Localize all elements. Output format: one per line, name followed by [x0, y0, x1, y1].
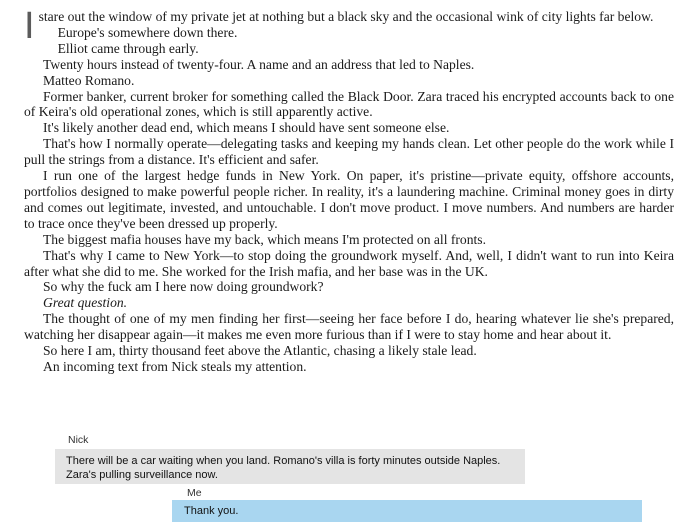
paragraph: That's how I normally operate—delegating tasks and keeping my hands clean. Let other people do the work while I pull the strings from a distance. It's efficient and safer.: [24, 136, 674, 168]
paragraph: The biggest mafia houses have my back, which means I'm protected on all fronts.: [43, 231, 486, 247]
incoming-message-line: There will be a car waiting when you land. Romano's villa is forty minutes outside Naples.: [66, 455, 501, 467]
paragraph: The thought of one of my men finding her first—seeing her face before I do, hearing whatever lie she's prepared, watching her disappear again—it makes me even more furious than if I were to stay home and hear about it.: [24, 311, 674, 343]
paragraph: So here I am, thirty thousand feet above the Atlantic, chasing a likely stale lead.: [43, 343, 477, 359]
story-text: [24, 5, 674, 375]
paragraph: That's why I came to New York—to stop doing the groundwork myself. And, well, I didn't want to run into Keira after what she did to me. She worked for the Irish mafia, and her base was in the UK.: [24, 247, 674, 279]
paragraph: Former banker, current broker for something called the Black Door. Zara traced his encrypted accounts back to one of Keira's old operational zones, which is still apparently active.: [24, 88, 674, 120]
paragraph: I run one of the largest hedge funds in New York. On paper, it's pristine—private equity, offshore accounts, portfolios designed to make powerful people richer. In reality, it's a laundering machine. Criminal money goes in dirty and comes out legitimate, invested, and untouchable. I don't move product. I move numbers. And numbers are harder to trace once they've been dressed up properly.: [24, 168, 674, 231]
incoming-sender-name: Nick: [68, 434, 89, 446]
paragraph: Europe's somewhere down there.: [57, 24, 238, 40]
paragraph-italic: Great question.: [43, 295, 128, 311]
paragraph: Twenty hours instead of twenty-four. A name and an address that led to Naples.: [43, 56, 475, 72]
incoming-message-line: Zara's pulling surveillance now.: [66, 469, 218, 481]
outgoing-message-bubble: [172, 500, 642, 522]
paragraph: It's likely another dead end, which means I should have sent someone else.: [43, 120, 450, 136]
paragraph: So why the fuck am I here now doing groundwork?: [43, 279, 324, 295]
outgoing-sender-name: Me: [187, 487, 202, 499]
drop-cap: I: [24, 5, 35, 47]
outgoing-message-text: Thank you.: [184, 505, 239, 517]
paragraph-text: stare out the window of my private jet at nothing but a black sky and the occasional wink of city lights far below.: [38, 9, 654, 24]
paragraph: Elliot came through early.: [57, 40, 199, 56]
paragraph: Matteo Romano.: [43, 72, 135, 88]
incoming-message-bubble: [55, 449, 525, 484]
paragraph: An incoming text from Nick steals my attention.: [43, 358, 307, 374]
